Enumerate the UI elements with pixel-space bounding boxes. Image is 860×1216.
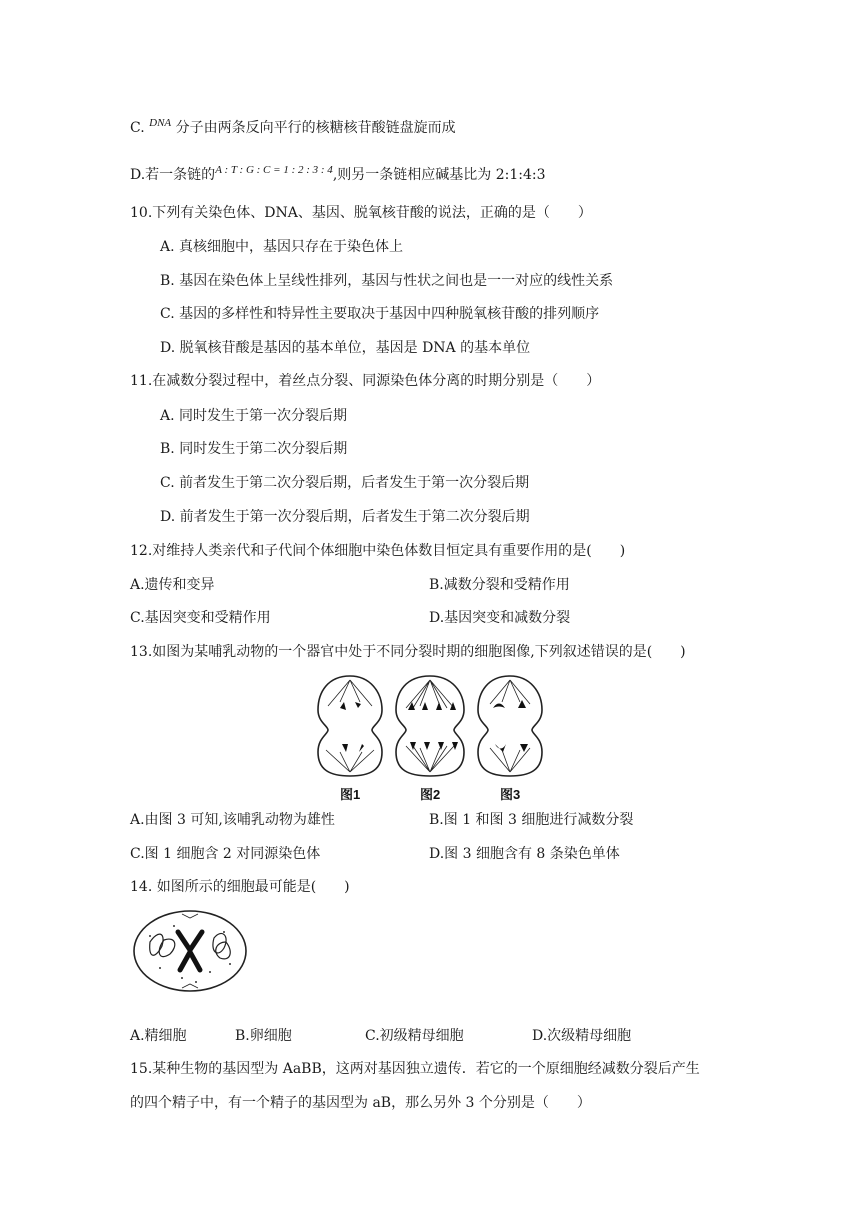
- q14-option-c: C.初级精母细胞: [365, 1028, 464, 1044]
- q12-option-b: B.减数分裂和受精作用: [429, 577, 570, 593]
- q15-stem-line2: 的四个精子中，有一个精子的基因型为 aB，那么另外 3 个分别是（ ）: [130, 1095, 591, 1111]
- q14-option-d: D.次级精母细胞: [532, 1028, 632, 1044]
- q10-stem: 10.下列有关染色体、DNA、基因、脱氧核苷酸的说法，正确的是（ ）: [130, 205, 592, 221]
- q12-option-d: D.基因突变和减数分裂: [429, 610, 571, 626]
- q9-option-d: [130, 165, 546, 186]
- cell-2-outline: [396, 676, 464, 776]
- base-ratio-formula: A : T : G : C = 1 : 2 : 3 : 4: [215, 164, 333, 176]
- q14-stem: 14. 如图所示的细胞最可能是( ): [130, 879, 350, 895]
- q10-option-a: A. 真核细胞中，基因只存在于染色体上: [160, 239, 404, 255]
- figure-label-1: 图1: [340, 787, 361, 802]
- q9-option-c: [130, 118, 456, 139]
- q10-option-b: B. 基因在染色体上呈线性排列，基因与性状之间也是一一对应的线性关系: [160, 273, 614, 289]
- q12-stem: 12.对维持人类亲代和子代间个体细胞中染色体数目恒定具有重要作用的是( ): [130, 543, 626, 559]
- dark-chromosome: [178, 932, 202, 970]
- q11-option-b: B. 同时发生于第二次分裂后期: [160, 441, 348, 457]
- q10-option-d: D. 脱氧核苷酸是基因的基本单位，基因是 DNA 的基本单位: [160, 340, 531, 356]
- figure-label-3: 图3: [500, 787, 521, 802]
- q13-option-b: B.图 1 和图 3 细胞进行减数分裂: [429, 812, 634, 828]
- option-prefix: C.: [130, 120, 150, 136]
- option-text: 分子由两条反向平行的核糖核苷酸链盘旋而成: [171, 120, 456, 136]
- q12-option-c: C.基因突变和受精作用: [130, 610, 271, 626]
- q13-option-d: D.图 3 细胞含有 8 条染色单体: [429, 846, 620, 862]
- cell-1-outline: [318, 676, 382, 776]
- figure-label-2: 图2: [420, 787, 441, 802]
- cell-figure-q14: [130, 906, 250, 996]
- q14-option-a: A.精细胞: [130, 1028, 187, 1044]
- q11-option-d: D. 前者发生于第一次分裂后期，后者发生于第二次分裂后期: [160, 509, 530, 525]
- dna-math-label: DNA: [149, 117, 172, 129]
- q15-stem-line1: 15.某种生物的基因型为 AaBB，这两对基因独立遗传．若它的一个原细胞经减数分裂后产生: [130, 1061, 700, 1077]
- cell-division-figure: [310, 672, 555, 804]
- option-prefix: D.若一条链的: [130, 167, 216, 183]
- q13-option-c: C.图 1 细胞含 2 对同源染色体: [130, 846, 321, 862]
- q11-option-a: A. 同时发生于第一次分裂后期: [160, 408, 348, 424]
- q11-option-c: C. 前者发生于第二次分裂后期，后者发生于第一次分裂后期: [160, 475, 530, 491]
- option-text: ,则另一条链相应碱基比为 2:1:4:3: [332, 167, 546, 183]
- q12-option-a: A.遗传和变异: [130, 577, 215, 593]
- cell-3-outline: [478, 676, 542, 776]
- q10-option-c: C. 基因的多样性和特异性主要取决于基因中四种脱氧核苷酸的排列顺序: [160, 306, 600, 322]
- q11-stem: 11.在减数分裂过程中，着丝点分裂、同源染色体分离的时期分别是（ ）: [130, 373, 601, 389]
- q14-option-b: B.卵细胞: [235, 1028, 292, 1044]
- q13-option-a: A.由图 3 可知,该哺乳动物为雄性: [130, 812, 335, 828]
- q13-stem: 13.如图为某哺乳动物的一个器官中处于不同分裂时期的细胞图像,下列叙述错误的是( ): [130, 644, 686, 660]
